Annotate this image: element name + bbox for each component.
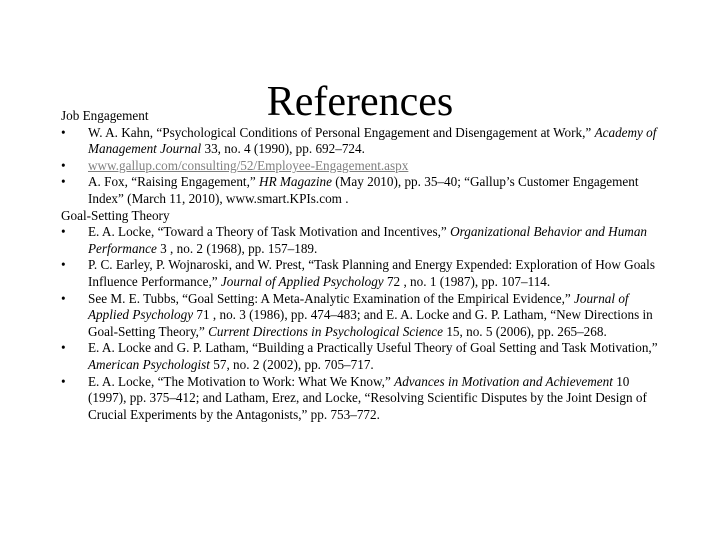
section-job-engagement bbox=[61, 108, 671, 208]
journal-title: Organizational Behavior and Human Performance bbox=[88, 224, 648, 256]
references-body bbox=[61, 108, 671, 423]
bullet-icon: • bbox=[61, 157, 66, 173]
bullet-icon: • bbox=[61, 290, 66, 306]
reference-item: • See M. E. Tubbs, “Goal Setting: A Meta-Analytic Examination of the Empirical Evidence,” Journal of Applied Psychology 71 , no. 3 (1986), pp. 474–483; and E. A. Locke and G. P. Latham, “New Directions in Goal-Setting Theory,” Current Directions in Psychological Science 15, no. 5 (2006), pp. 265–268. bbox=[61, 290, 653, 339]
bullet-icon: • bbox=[61, 124, 66, 140]
bullet-icon: • bbox=[61, 373, 66, 389]
journal-title: HR Magazine bbox=[259, 174, 332, 190]
section-heading: Job Engagement bbox=[61, 108, 149, 123]
reference-item: • E. A. Locke and G. P. Latham, “Building a Practically Useful Theory of Goal Setting and Task Motivation,” American Psychologist 57, no. 2 (2002), pp. 705–717. bbox=[61, 340, 658, 372]
reference-item: • W. A. Kahn, “Psychological Conditions of Personal Engagement and Disengagement at Work,” Academy of Management Journal 33, no. 4 (1990), pp. 692–724. bbox=[61, 124, 657, 157]
reference-list bbox=[61, 125, 671, 208]
bullet-icon: • bbox=[61, 174, 66, 190]
gallup-link[interactable]: www.gallup.com/consulting/52/Employee-Engagement.aspx bbox=[88, 157, 409, 173]
journal-title: Journal of Applied Psychology bbox=[220, 273, 384, 289]
journal-title: Advances in Motivation and Achievement bbox=[394, 373, 613, 389]
reference-list bbox=[61, 224, 671, 423]
page-title: References bbox=[266, 79, 454, 126]
bullet-icon: • bbox=[61, 257, 66, 273]
journal-title: American Psychologist bbox=[88, 356, 210, 372]
journal-title: Journal of Applied Psychology bbox=[88, 290, 629, 323]
reference-item: • P. C. Earley, P. Wojnaroski, and W. Prest, “Task Planning and Energy Expended: Exploration of How Goals Influence Performance,” Journal of Applied Psychology 72 , no. 1 (1987), pp. 107–114. bbox=[61, 257, 655, 289]
bullet-icon: • bbox=[61, 340, 66, 356]
bullet-icon: • bbox=[61, 224, 66, 240]
reference-item: • E. A. Locke, “The Motivation to Work: What We Know,” Advances in Motivation and Achievement 10 (1997), pp. 375–412; and Latham, Erez, and Locke, “Resolving Scientific Disputes by the Joint Design of Crucial Experiments by the Antagonists,” pp. 753–772. bbox=[61, 373, 647, 422]
section-goal-setting bbox=[61, 208, 671, 424]
reference-item bbox=[61, 158, 671, 175]
reference-item: • A. Fox, “Raising Engagement,” HR Magazine (May 2010), pp. 35–40; “Gallup’s Customer Engagement Index” (March 11, 2010), www.smart.KPIs.com . bbox=[61, 174, 639, 206]
section-heading: Goal-Setting Theory bbox=[61, 207, 170, 223]
reference-item: • E. A. Locke, “Toward a Theory of Task Motivation and Incentives,” Organizational Behavior and Human Performance 3 , no. 2 (1968), pp. 157–189. bbox=[61, 224, 648, 256]
journal-title: Current Directions in Psychological Science bbox=[208, 323, 444, 339]
journal-title: Academy of Management Journal bbox=[88, 124, 657, 157]
